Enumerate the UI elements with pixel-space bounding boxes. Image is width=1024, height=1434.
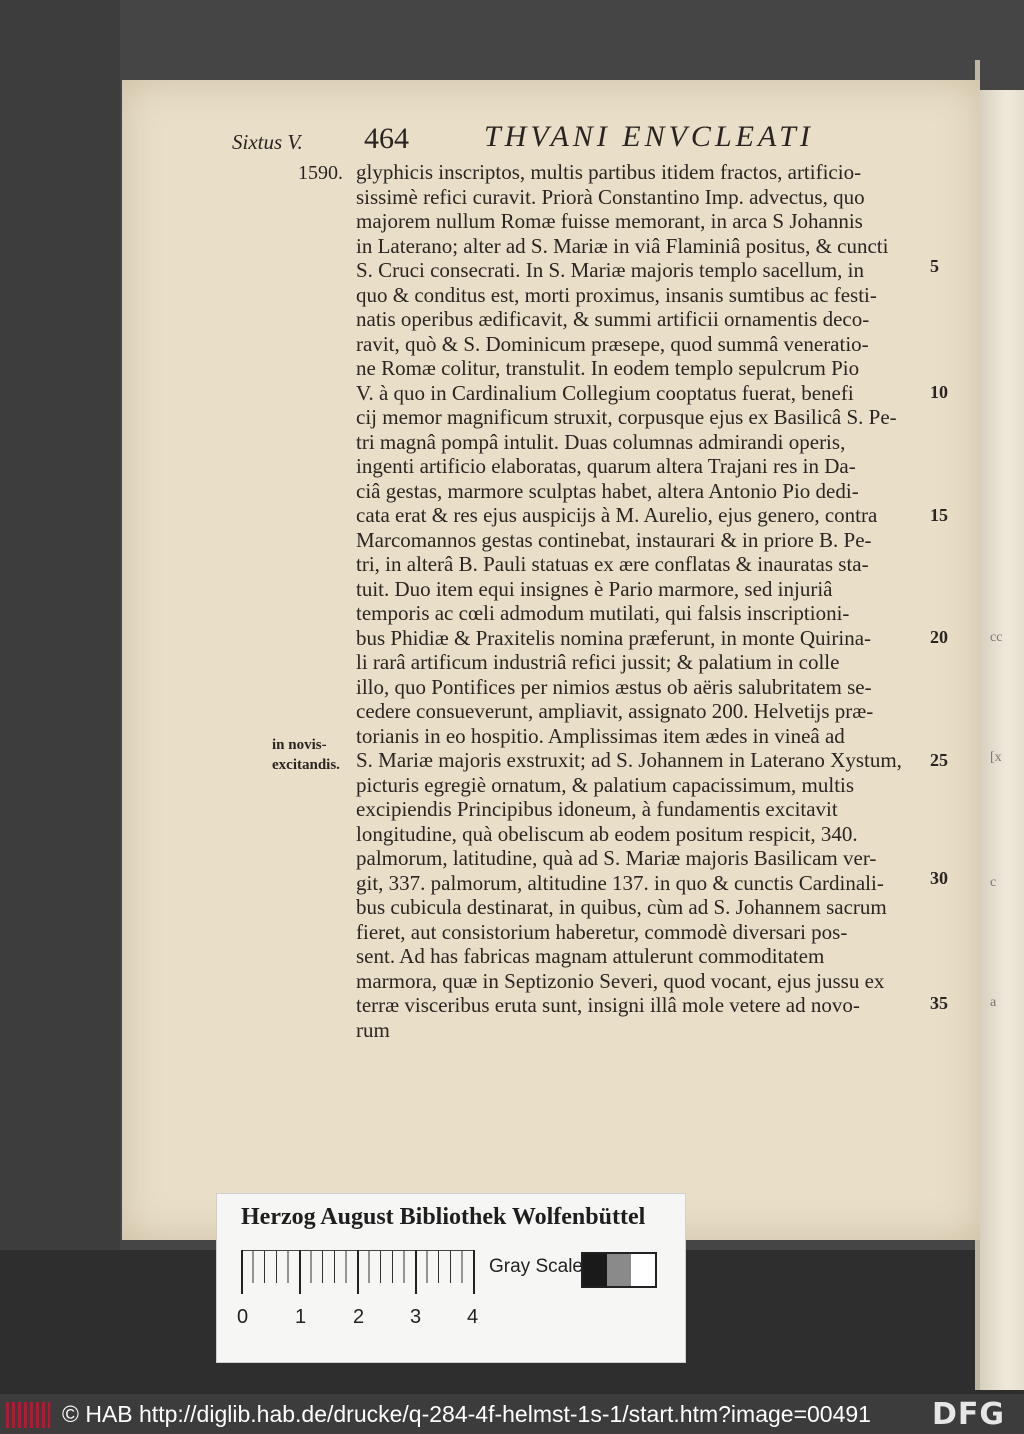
text-line: cij memor magnificum struxit, corpusque ejus ex Basilicâ S. Pe-	[356, 405, 897, 429]
running-title: THVANI ENVCLEATI	[484, 120, 814, 153]
adjacent-margin-mark: cc	[990, 630, 1003, 645]
text-line: in Laterano; alter ad S. Mariæ in viâ Flaminiâ positus, & cuncti	[356, 233, 889, 258]
library-name: Herzog August Bibliothek Wolfenbüttel	[241, 1204, 646, 1230]
text-line: sissimè refici curavit. Priorà Constantino Imp. advectus, quo	[356, 184, 865, 209]
adjacent-margin-mark: [x	[990, 750, 1002, 765]
text-line: cedere consueverunt, ampliavit, assignato 200. Helvetijs præ-	[356, 699, 874, 723]
text-line: bus Phidiæ & Praxitelis nomina præferunt, in monte Quirina-	[356, 625, 872, 650]
gray-swatch-mid	[607, 1254, 631, 1286]
dfg-logo: DFG	[932, 1397, 1006, 1432]
ruler-number: 4	[467, 1306, 479, 1328]
text-line: fieret, aut consistorium haberetur, commodè diversari pos-	[356, 919, 848, 944]
line-number: 25	[930, 750, 948, 770]
text-line: ravit, quò & S. Dominicum præsepe, quod summâ veneratio-	[356, 331, 869, 356]
page-number: 464	[364, 122, 409, 155]
adjacent-margin-mark: c	[990, 875, 997, 890]
library-scale-card	[216, 1193, 686, 1363]
text-line: natis operibus ædificavit, & summi artificii ornamentis deco-	[356, 307, 870, 331]
line-number: 30	[930, 868, 948, 888]
text-line: ciâ gestas, marmore sculptas habet, altera Antonio Pio dedi-	[356, 478, 859, 503]
ruler-number: 2	[353, 1306, 365, 1328]
text-line: tri magnâ pompâ intulit. Duas columnas admirandi operis,	[356, 429, 846, 454]
text-line: torianis in eo hospitio. Amplissimas item ædes in vineâ ad	[356, 723, 845, 748]
text-line: cata erat & res ejus auspicijs à M. Aurelio, ejus genero, contra	[356, 503, 878, 527]
margin-side-note: in novis-	[272, 737, 327, 753]
line-number: 5	[930, 256, 939, 276]
text-line: illo, quo Pontifices per nimios æstus ob aëris salubritatem se-	[356, 674, 872, 699]
text-line: S. Cruci consecrati. In S. Mariæ majoris templo sacellum, in	[356, 258, 864, 282]
text-line: li rarâ artificum industriâ refici jussit; & palatium in colle	[356, 650, 840, 674]
copyright-url-text[interactable]: © HAB http://diglib.hab.de/drucke/q-284-4f-helmst-1s-1/start.htm?image=00491	[62, 1401, 871, 1427]
text-line: sent. Ad has fabricas magnam attulerunt commoditatem	[356, 944, 825, 968]
gray-swatch-light	[631, 1254, 655, 1286]
text-line: palmorum, latitudine, quà ad S. Mariæ majoris Basilicam ver-	[356, 846, 877, 870]
ruler-number: 3	[410, 1306, 422, 1328]
running-head-left: Sixtus V.	[232, 130, 303, 154]
body-text	[356, 160, 936, 1042]
line-number: 20	[930, 627, 948, 647]
text-line: ne Romæ colitur, transtulit. In eodem templo sepulcrum Pio	[356, 356, 860, 380]
gray-swatch-dark	[583, 1254, 607, 1286]
gray-scale-label: Gray Scale	[489, 1256, 583, 1277]
gray-scale-swatches	[581, 1252, 657, 1288]
line-number: 10	[930, 382, 948, 402]
ruler-number: 0	[237, 1306, 249, 1328]
text-line: longitudine, quà obeliscum ab eodem positum respicit, 340.	[356, 821, 858, 846]
text-line: excipiendis Principibus idoneum, à fundamentis excitavit	[356, 797, 838, 821]
line-number: 15	[930, 505, 948, 525]
text-line: V. à quo in Cardinalium Collegium cooptatus fuerat, benefi	[356, 380, 854, 405]
adjacent-page-edge	[980, 90, 1024, 1390]
footer-bar	[0, 1394, 1024, 1434]
ruler-major-ticks	[241, 1250, 475, 1294]
text-line: majorem nullum Romæ fuisse memorant, in arca S Johannis	[356, 209, 863, 233]
text-line: terræ visceribus eruta sunt, insigni illâ mole vetere ad novo-	[356, 993, 860, 1017]
ruler-number: 1	[295, 1306, 307, 1328]
text-line: tri, in alterâ B. Pauli statuas ex ære conflatas & inauratas sta-	[356, 552, 869, 576]
text-line: S. Mariæ majoris exstruxit; ad S. Johannem in Laterano Xystum,	[356, 748, 902, 772]
margin-side-note: excitandis.	[272, 757, 340, 773]
adjacent-margin-mark: a	[990, 995, 997, 1010]
text-line: marmora, quæ in Septizonio Severi, quod vocant, ejus jussu ex	[356, 968, 885, 993]
text-line: ingenti artificio elaboratas, quarum altera Trajani res in Da-	[356, 454, 856, 478]
text-line: rum	[356, 1017, 390, 1042]
text-line: picturis egregiè ornatum, & palatium capacissimum, multis	[356, 772, 855, 797]
hab-logo-icon	[6, 1402, 50, 1428]
margin-year: 1590.	[298, 162, 343, 184]
text-line: git, 337. palmorum, altitudine 137. in quo & cunctis Cardinali-	[356, 870, 884, 895]
line-number: 35	[930, 993, 948, 1013]
text-line: quo & conditus est, morti proximus, insanis sumtibus ac festi-	[356, 282, 877, 307]
text-line: bus cubicula destinarat, in quibus, cùm ad S. Johannem sacrum	[356, 895, 887, 919]
text-line: glyphicis inscriptos, multis partibus itidem fractos, artificio-	[356, 160, 862, 184]
text-line: Marcomannos gestas continebat, instaurari & in priore B. Pe-	[356, 527, 872, 552]
text-line: temporis ac cœli admodum mutilati, qui falsis inscriptioni-	[356, 601, 850, 625]
text-line: tuit. Duo item equi insignes è Pario marmore, sed injuriâ	[356, 576, 833, 601]
